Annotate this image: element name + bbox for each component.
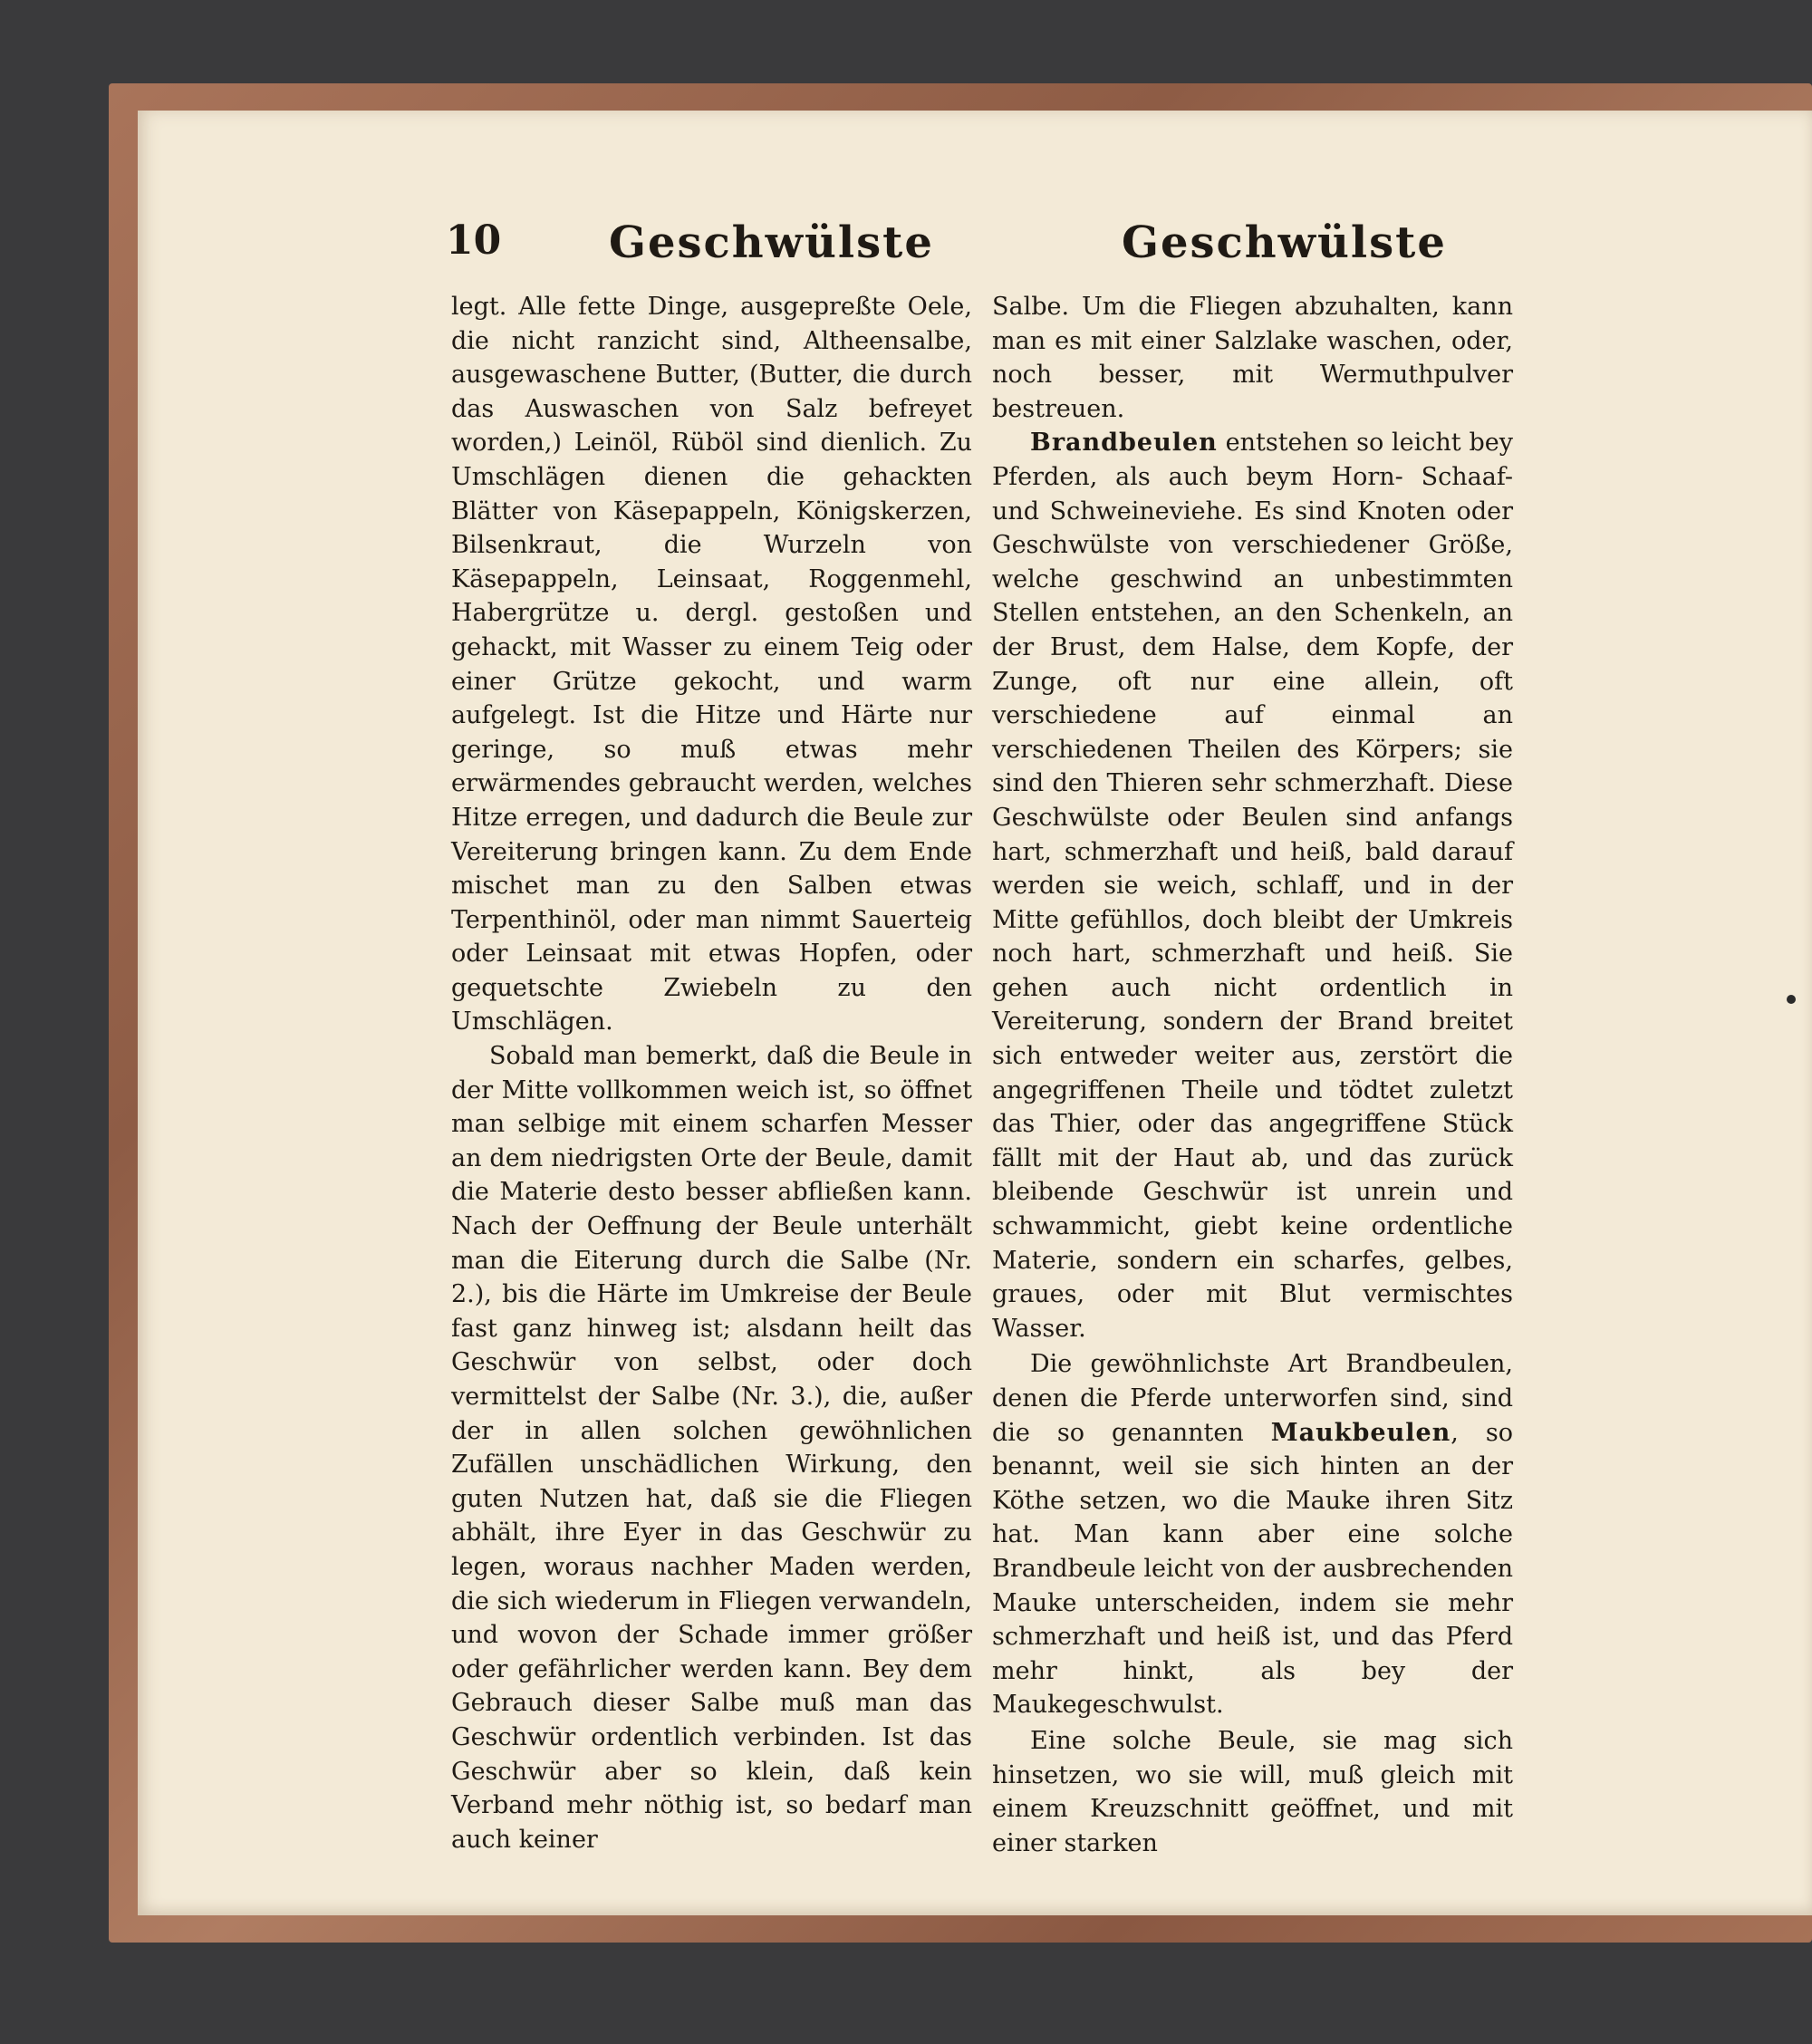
paragraph-text: Die gewöhnlichste Art Brandbeulen, denen die Pferde unterworfen sind, sind die so genannten — [992, 1350, 1513, 1447]
page-number: 10 — [446, 217, 502, 264]
paragraph-text: entstehen so leicht bey Pferden, als auch beym Horn- Schaaf- und Schweineviehe. Es sind Knoten oder Geschwülste von verschiedener Größe, welche geschwind an unbestimmten Stellen entstehen, an den Schenkeln, an der Brust, dem Halse, dem Kopfe, der Zunge, oft nur eine allein, oft verschiedene auf einmal an verschiedenen Theilen des Körpers; sie sind den Thieren sehr schmerzhaft. Diese Geschwülste oder Beulen sind anfangs hart, schmerzhaft und heiß, bald darauf werden sie weich, schlaff, und in der Mitte gefühllos, doch bleibt der Umkreis noch hart, schmerzhaft und heiß. Sie gehen auch nicht ordentlich in Vereiterung, sondern der Brand breitet sich entweder weiter aus, zerstört die angegriffenen Theile und tödtet zuletzt das Thier, oder das angegriffene Stück fällt mit der Haut ab, und das zurück bleibende Geschwür ist unrein und schwammicht, giebt keine ordentliche Materie, sondern ein scharfes, gelbes, graues, oder mit Blut vermischtes Wasser. — [992, 429, 1513, 1343]
right-text-column — [992, 290, 1513, 1860]
term-maukbeulen: Maukbeulen — [1270, 1418, 1451, 1447]
paragraph: legt. Alle fette Dinge, ausgepreßte Oele, die nicht ranzicht sind, Altheensalbe, ausgewaschene Butter, (Butter, die durch das Auswaschen von Salz befreyet worden,) Leinöl, Rüböl sind dienlich. Zu Umschlägen dienen die gehackten Blätter von Käsepappeln, Königskerzen, Bilsenkraut, die Wurzeln von Käsepappeln, Leinsaat, Roggenmehl, Habergrütze u. dergl. gestoßen und gehackt, mit Wasser zu einem Teig oder einer Grütze gekocht, und warm aufgelegt. Ist die Hitze und Härte nur geringe, so muß etwas mehr erwärmendes gebraucht werden, welches Hitze erregen, und dadurch die Beule zur Vereiterung bringen kann. Zu dem Ende mischet man zu den Salben etwas Terpenthinöl, oder man nimmt Sauerteig oder Leinsaat mit etwas Hopfen, oder gequetschte Zwiebeln zu den Umschlägen. — [451, 293, 972, 1036]
paragraph-text: , so benannt, weil sie sich hinten an der Köthe setzen, wo die Mauke ihren Sitz hat. Man kann aber eine solche Brandbeule leicht von der ausbrechenden Mauke unterscheiden, indem sie mehr schmerzhaft und heiß ist, und das Pferd mehr hinkt, als bey der Maukegeschwulst. — [992, 1418, 1513, 1720]
paragraph — [992, 426, 1513, 1345]
paragraph: Salbe. Um die Fliegen abzuhalten, kann man es mit einer Salzlake waschen, oder, noch besser, mit Wermuthpulver bestreuen. — [992, 293, 1513, 423]
book-page — [138, 111, 1812, 1915]
term-brandbeulen: Brandbeulen — [1030, 429, 1218, 458]
paragraph — [992, 1347, 1513, 1722]
page-edge-mark — [1787, 995, 1796, 1004]
page-header — [0, 217, 1812, 281]
running-title-left: Geschwülste — [609, 217, 934, 268]
left-text-column — [451, 290, 972, 1856]
paragraph: Sobald man bemerkt, daß die Beule in der Mitte vollkommen weich ist, so öffnet man selbige mit einem scharfen Messer an dem niedrigsten Orte der Beule, damit die Materie desto besser abfließen kann. Nach der Oeffnung der Beule unterhält man die Eiterung durch die Salbe (Nr. 2.), bis die Härte im Umkreise der Beule fast ganz hinweg ist; alsdann heilt das Geschwür von selbst, oder doch vermittelst der Salbe (Nr. 3.), die, außer der in allen solchen gewöhnlichen Zufällen unschädlichen Wirkung, den guten Nutzen hat, daß sie die Fliegen abhält, ihre Eyer in das Geschwür zu legen, woraus nachher Maden werden, die sich wiederum in Fliegen verwandeln, und wovon der Schade immer größer oder gefährlicher werden kann. Bey dem Gebrauch dieser Salbe muß man das Geschwür ordentlich verbinden. Ist das Geschwür aber so klein, daß kein Verband mehr nöthig ist, so bedarf man auch keiner — [451, 1042, 972, 1854]
running-title-right: Geschwülste — [1122, 217, 1447, 268]
paragraph: Eine solche Beule, sie mag sich hinsetzen, wo sie will, muß gleich mit einem Kreuzschnitt geöffnet, und mit einer starken — [992, 1726, 1513, 1857]
